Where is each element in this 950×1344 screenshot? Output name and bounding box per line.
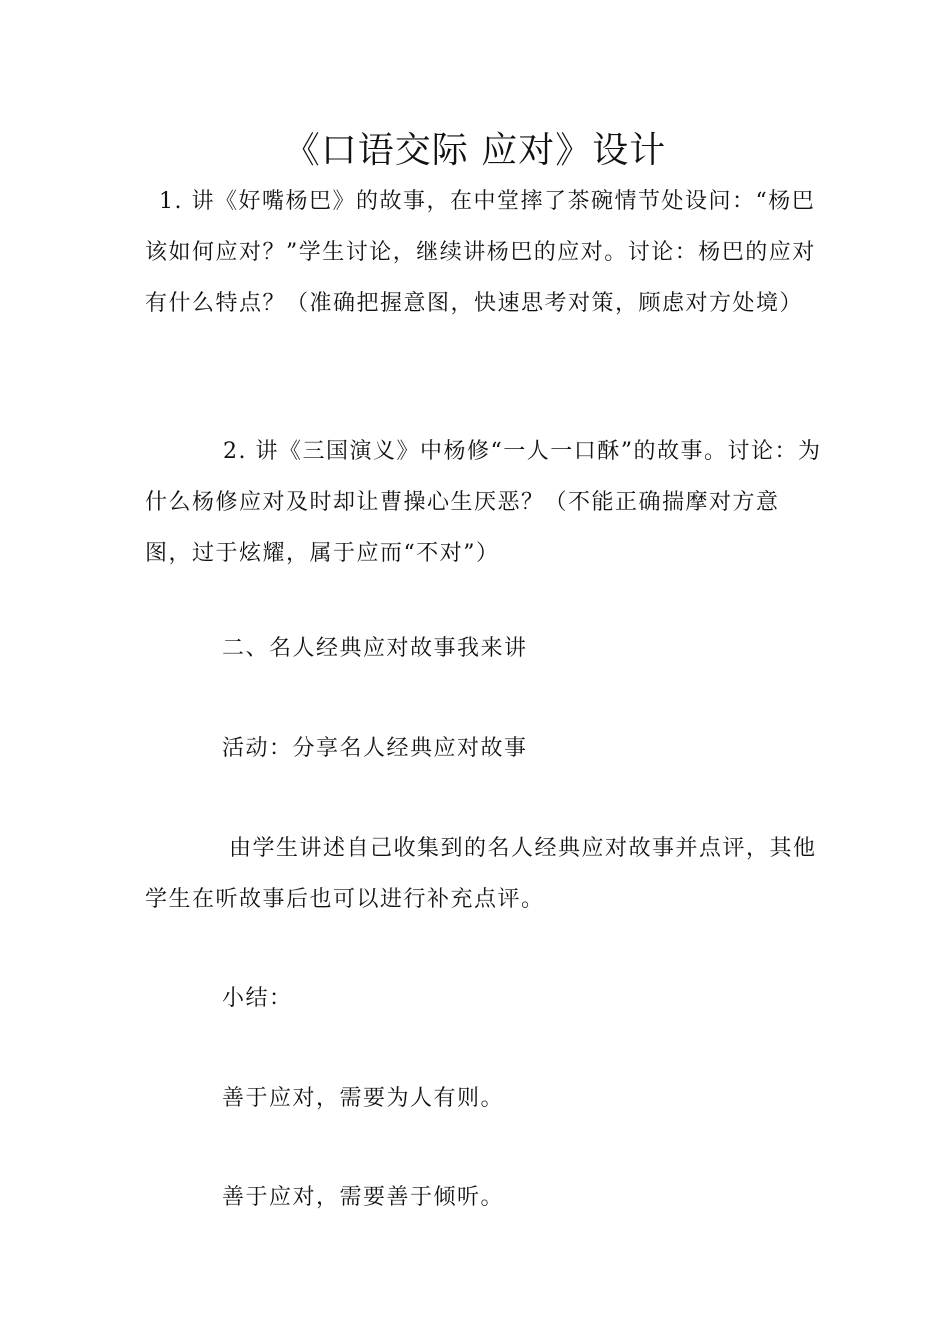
paragraph-summary-point-1: 善于应对，需要为人有则。 — [222, 1086, 505, 1111]
document-title: 《口语交际 应对》设计 — [283, 130, 667, 171]
paragraph-summary-point-2: 善于应对，需要善于倾听。 — [222, 1185, 505, 1210]
paragraph-yangxiu-story: 2. 讲《三国演义》中杨修“一人一口酥”的故事。讨论：为什么杨修应对及时却让曹操心生厌恶？（不能正确揣摩对方意图，过于炫耀，属于应而“不对”） — [145, 439, 822, 566]
paragraph-yangba-story: 1. 讲《好嘴杨巴》的故事，在中堂摔了茶碗情节处设问：“杨巴该如何应对？”学生讨论，继续讲杨巴的应对。讨论：杨巴的应对有什么特点？（准确把握意图，快速思考对策，顾虑对方处境） — [145, 189, 816, 316]
paragraph-student-retelling: 由学生讲述自己收集到的名人经典应对故事并点评，其他学生在听故事后也可以进行补充点评。 — [145, 836, 817, 912]
paragraph-summary-label: 小结： — [222, 986, 293, 1011]
paragraph-activity: 活动：分享名人经典应对故事 — [222, 736, 528, 761]
section-heading-famous-stories: 二、名人经典应对故事我来讲 — [222, 636, 528, 661]
